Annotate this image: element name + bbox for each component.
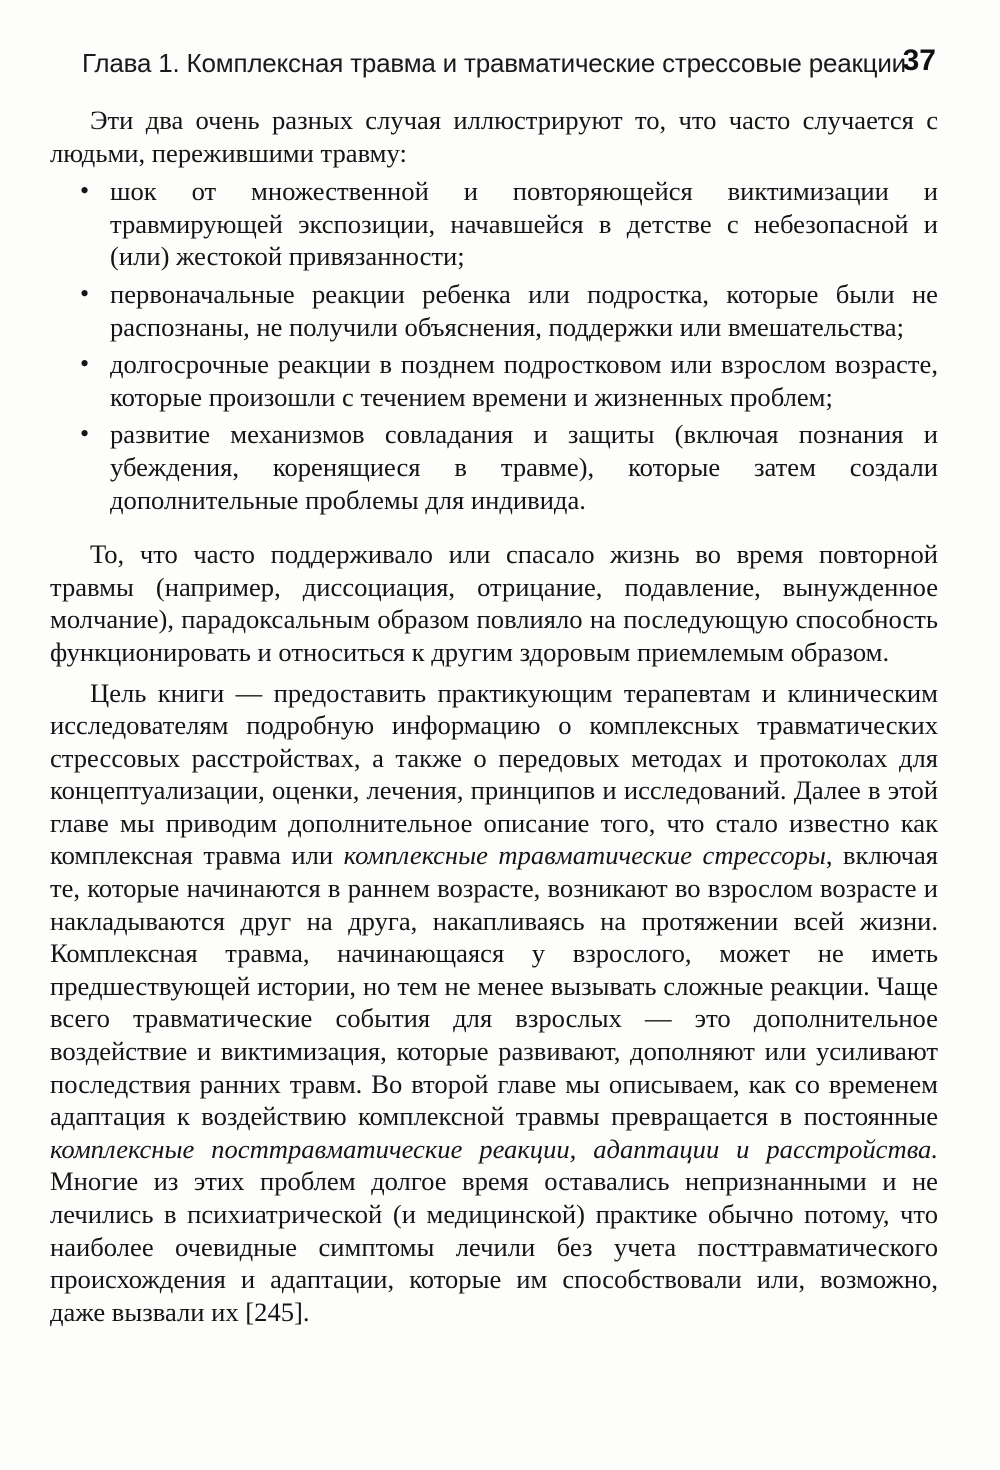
paragraph-text: Многие из этих проблем долгое время оставались непризнанными и не лечились в психиатрической (и медицинской) практике обычно потому, что наиболее очевидные симптомы лечили без учета посттравматического происхождения и адаптации, которые им способствовали или, возможно, даже вызвали их [245]. — [50, 1166, 938, 1327]
list-item — [50, 348, 938, 413]
italic-term: комплексные посттравматические реакции, адаптации и расстройства. — [50, 1133, 938, 1164]
bullet-icon: • — [80, 278, 90, 308]
body-text — [50, 104, 938, 1328]
list-item — [50, 418, 938, 516]
paragraph-survival-mechanisms: То, что часто поддерживало или спасало жизнь во время повторной травмы (например, диссоциация, отрицание, подавление, вынужденное молчание), парадоксальным образом повлияло на последующую способность функционировать и относиться к другим здоровым приемлемым образом. — [50, 539, 938, 667]
list-item-text: развитие механизмов совладания и защиты (включая познания и убеждения, коренящиеся в травме), которые затем создали дополнительные проблемы для индивида. — [110, 419, 938, 515]
list-item-text: шок от множественной и повторяющейся виктимизации и травмирующей экспозиции, начавшейся в детстве с небезопасной и (или) жестокой привязанности; — [110, 176, 938, 272]
running-header — [72, 44, 942, 84]
paragraph-book-goal — [50, 677, 938, 1329]
intro-paragraph: Эти два очень разных случая иллюстрируют то, что часто случается с людьми, пережившими травму: — [50, 105, 938, 168]
page-number: 37 — [902, 44, 936, 77]
bullet-icon: • — [80, 419, 90, 449]
list-item-text: первоначальные реакции ребенка или подростка, которые были не распознаны, не получили объяснения, поддержки или вмешательства; — [110, 278, 938, 342]
chapter-title: Глава 1. Комплексная травма и травматические стрессовые реакции — [82, 48, 906, 78]
list-item — [50, 175, 938, 273]
bullet-list — [50, 175, 938, 516]
bullet-icon: • — [80, 349, 90, 379]
bullet-icon: • — [80, 176, 90, 206]
paragraph-text: Цель книги — предоставить практикующим терапевтам и клиническим исследователям подробную информацию о комплексных травматических стрессовых расстройствах, а также о передовых методах и протоколах для концептуализации, оценки, лечения, принципов и исследований. Далее в этой главе мы приводим дополнительное описание того, что стало известно как комплексная травма или — [50, 677, 938, 871]
list-item-text: долгосрочные реакции в позднем подростковом или взрослом возрасте, которые произошли с течением времени и жизненных проблем; — [110, 349, 938, 412]
list-item — [50, 278, 938, 343]
italic-term: комплексные травматические стрессоры — [343, 840, 826, 871]
paragraph-text: , включая те, которые начинаются в раннем возрасте, возникают во взрослом возрасте и накладываются друг на друга, накапливаясь на протяжении всей жизни. Комплексная травма, начинающаяся у взрослого, может не иметь предшествующей истории, но тем не менее вызывать сложные реакции. Чаще всего травматические события для взрослых — это дополнительное воздействие и виктимизация, которые развивают, дополняют или усиливают последствия ранних травм. Во второй главе мы описываем, как со временем адаптация к воздействию комплексной травмы превращается в постоянные — [50, 840, 939, 1132]
